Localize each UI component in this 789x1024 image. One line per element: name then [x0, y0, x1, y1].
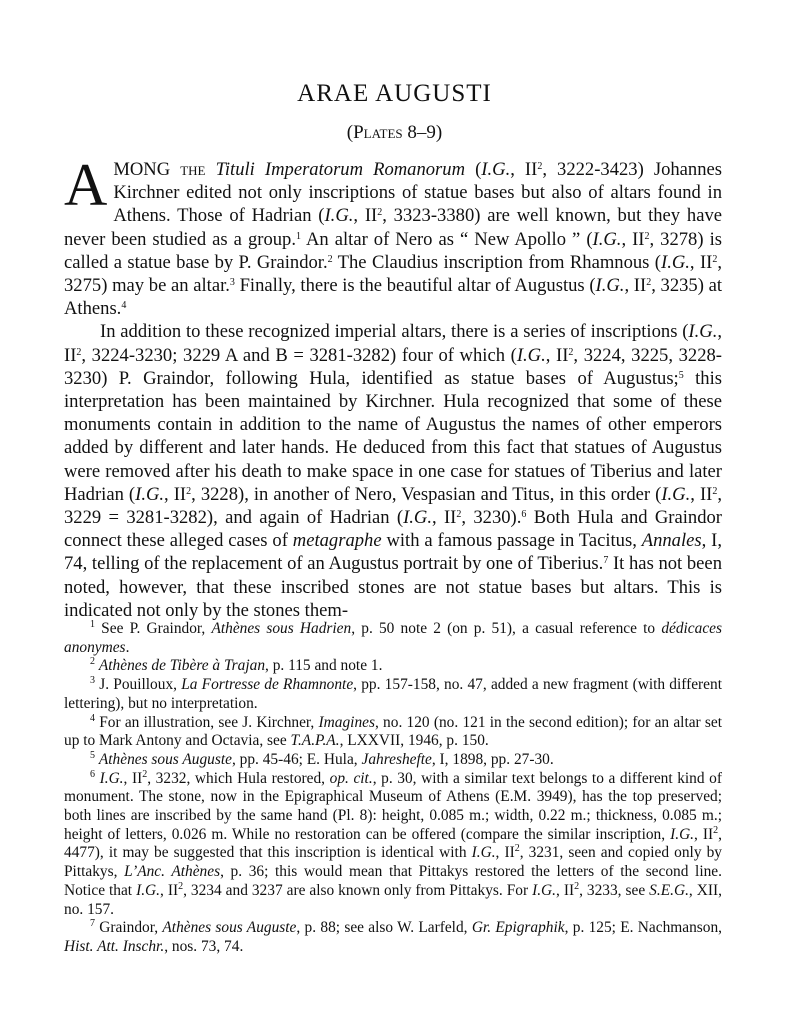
article-body	[64, 152, 723, 622]
footnote-ref-1: 1	[295, 230, 301, 242]
footnote-ref-5: 5	[678, 369, 684, 381]
paragraph-1: A MONG the Tituli Imperatorum Romanorum (I.G., $II^2$, 3222-3423) Johannes Kirchner edited not only inscriptions of statue bases but also of altars found in Athens. Those of Hadrian (I.G., $II^2$, 3323-3380) are well known, but they have never been studied as a group.$^1$ An altar of Nero as “ New Apollo ” (I.G., $II^2$, 3278) is called a statue base by P. Graindor.$^2$ The Claudius inscription from Rhamnous (I.G., $II^2$, 3275) may be an altar.$^3$ Finally, there is the beautiful altar of Augustus (I.G., $II^2$, 3235) at Athens.$^4$	[64, 152, 723, 320]
footnote-3: $^3$ J. Pouilloux, La Fortresse de Rhamnonte, pp. 157-158, no. 47, added a new fragment (with different lettering), but no interpretation.	[64, 675, 722, 712]
footnote-6: $^6$ I.G., $II^2$, 3232, which Hula restored, op. cit., p. 30, with a similar text belongs to a different kind of monument. The stone, now in the Epigraphical Museum of Athens (E.M. 3949), has the top preserved; both lines are inscribed by the same hand (Pl. 8): height, 0.085 m.; width, 0.22 m.; thickness, 0.085 m.; height of letters, 0.026 m. While no restoration can be offered (compare the similar inscription, I.G., $II^2$, 4477), it may be suggested that this inscription is identical with I.G., $II^2$, 3231, seen and copied only by Pittakys, L’Anc. Athènes, p. 36; this would mean that Pittakys restored the letters of the second line. Notice that I.G., $II^2$, 3234 and 3237 are also known only from Pittakys. For I.G., $II^2$, 3233, see S.E.G., XII, no. 157.	[64, 768, 722, 918]
footnote-1: $^1$ See P. Graindor, Athènes sous Hadrien, p. 50 note 2 (on p. 51), a casual reference to dédicaces anonymes.	[64, 619, 722, 656]
footnote-ref-7: 7	[603, 555, 609, 567]
article-title: ARAE AUGUSTI	[297, 80, 492, 107]
footnote-ref-3: 3	[229, 277, 235, 289]
paragraph-2: In addition to these recognized imperial altars, there is a series of inscriptions (I.G., $II^2$, 3224-3230; 3229 A and B = 3281-3282) four of which (I.G., $II^2$, 3224, 3225, 3228-3230) P. Graindor, following Hula, identified as statue bases of Augustus;$^5$ this interpretation has been maintained by Kirchner. Hula recognized that some of these monuments contain in addition to the name of Augustus the names of other emperors added by different and later hands. He deduced from this fact that statues of Augustus were removed after his death to make space in one case for statues of Tiberius and later Hadrian (I.G., $II^2$, 3228), in another of Nero, Vespasian and Titus, in this order (I.G., $II^2$, 3229 = 3281-3282), and again of Hadrian (I.G., $II^2$, 3230).$^6$ Both Hula and Graindor connect these alleged cases of metagraphe with a famous passage in Tacitus, Annales, I, 74, telling of the replacement of an Augustus portrait by one of Tiberius.$^7$ It has not been noted, however, that these inscribed stones are not statue bases but altars. This is indicated not only by the stones them-	[64, 321, 723, 621]
footnote-ref-4: 4	[121, 300, 127, 312]
footnote-2: $^2$ Athènes de Tibère à Trajan, p. 115 and note 1.	[90, 656, 383, 675]
footnote-7: $^7$ Graindor, Athènes sous Auguste, p. 88; see also W. Larfeld, Gr. Epigraphik, p. 125; E. Nachmanson, Hist. Att. Inschr., nos. 73, 74.	[64, 918, 723, 955]
footnote-ref-2: 2	[327, 253, 333, 265]
footnote-5: $^5$ Athènes sous Auguste, pp. 45-46; E. Hula, Jahreshefte, I, 1898, pp. 27-30.	[90, 749, 554, 768]
footnotes	[64, 620, 722, 957]
drop-cap: A	[64, 152, 108, 218]
plates-reference: (Plates 8–9)	[346, 122, 443, 143]
footnote-4: $^4$ For an illustration, see J. Kirchner, Imagines, no. 120 (no. 121 in the second edition); for an altar set up to Mark Antony and Octavia, see T.A.P.A., LXXVII, 1946, p. 150.	[64, 712, 723, 750]
footnote-ref-6: 6	[521, 509, 527, 521]
